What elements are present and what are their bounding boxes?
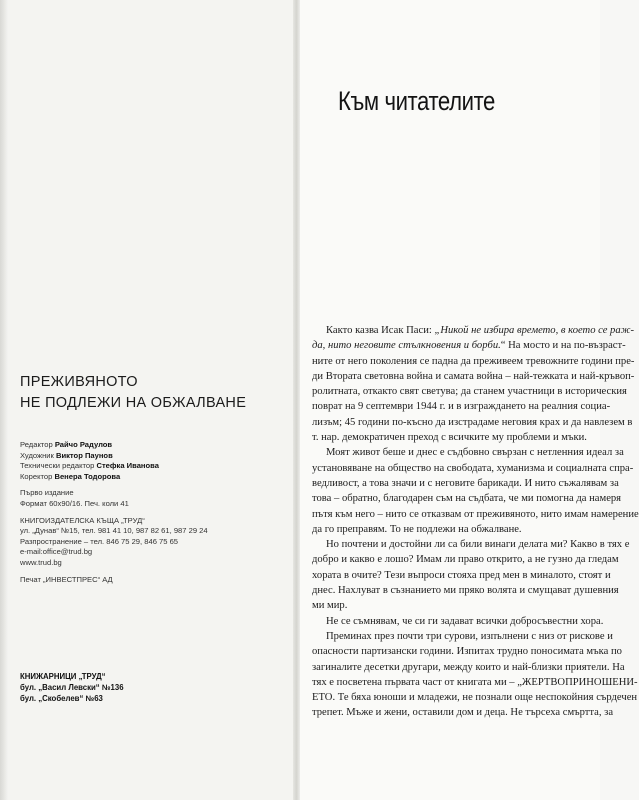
preface-text xyxy=(312,323,639,721)
text-line: ЕТО. Те бяха юноши и младежи, не познали още неспокойния сърдечен xyxy=(312,692,638,704)
text-line: тях е посветена първата част от книгата ми – „ЖЕРТВОПРИНОШЕНИ- xyxy=(312,676,638,688)
bookshops-title: КНИЖАРНИЦИ „ТРУД“ xyxy=(20,672,106,681)
text-line: опасности партизански години. Изпитах трудно поносимата мъка по xyxy=(312,646,622,658)
format-note: Формат 60х90/16. Печ. коли 41 xyxy=(20,498,129,508)
text-line: трепет. Мъже и жени, оставили дом и деца. Не търсеха смъртта, за xyxy=(312,707,614,719)
text-line: ните от него поколения се падна да преживеем тревожните години пре- xyxy=(312,355,635,367)
left-page xyxy=(0,0,293,800)
credit-proofreader: Коректор Венера Тодорова xyxy=(20,471,121,481)
book-title-line-2: НЕ ПОДЛЕЖИ НА ОБЖАЛВАНЕ xyxy=(20,395,247,411)
chapter-heading: Към читателите xyxy=(338,86,495,116)
text-line: лизъм; 45 години по-късно да изстрадаме неговия крах и да навлезем в xyxy=(312,416,633,428)
text-line: ми мир. xyxy=(312,600,348,612)
text-line: ведливост, а това значи и с неговите барикади. И нито съжалявам за xyxy=(312,477,619,489)
text-line: поврат на 9 септември 1944 г. и в изграждането на реалния социа- xyxy=(312,401,611,413)
text-line: Моят живот беше и днес е съдбовно свързан с нетленния идеал за xyxy=(326,447,624,459)
text-line: Преминах през почти три сурови, изпълнени с низ от рискове и xyxy=(326,630,613,642)
bookshop-address-1: бул. „Васил Левски“ №136 xyxy=(20,683,124,692)
publisher-name: КНИГОИЗДАТЕЛСКА КЪЩА „ТРУД“ xyxy=(20,515,145,525)
edition-note: Първо издание xyxy=(20,488,74,498)
text-line: добро и какво е лошо? Имам ли право открито, а не гузно да гледам xyxy=(312,554,619,566)
credit-editor: Редактор Райчо Радулов xyxy=(20,440,113,449)
credit-tech-editor: Технически редактор Стефка Иванова xyxy=(20,461,159,471)
book-title-line-1: ПРЕЖИВЯНОТО xyxy=(20,374,138,390)
text-line: това – обратно, благодарен съм на съдбата, че ми помогна да намеря xyxy=(312,493,622,505)
credit-artist: Художник Виктор Паунов xyxy=(20,450,113,460)
text-line: Но почтени и достойни ли са били винаги делата ми? Какво в тях е xyxy=(326,539,630,551)
text-line: загиналите десетки другари, между които и най-близки приятели. На xyxy=(312,661,625,673)
distribution-phone: Разпространение – тел. 846 75 29, 846 75 65 xyxy=(20,536,179,546)
publisher-address: ул. „Дунав“ №15, тел. 981 41 10, 987 82 61, 987 29 24 xyxy=(20,526,208,536)
text-line: днес. Нахлуват в съзнанието ми пряко волята и смущават душевния xyxy=(312,585,619,597)
bookshop-address-2: бул. „Скобелев“ №63 xyxy=(20,694,103,703)
text-line: хората в очите? Тези въпроси стояха пред мен в миналото, стоят и xyxy=(312,569,611,581)
text-line: Както казва Исак Паси: „Никой не избира времето, в което се раж- xyxy=(326,325,635,336)
bookshops-block xyxy=(20,671,280,704)
left-page-edge xyxy=(0,0,8,800)
publisher-email: e-mail:office@trud.bg xyxy=(20,547,93,557)
text-line: Не се съмнявам, че си ги задават всички добросъвестни хора. xyxy=(326,615,604,627)
text-line: да го преправям. То не подлежи на обжалване. xyxy=(312,523,522,535)
text-line: ролитната, откакто свят светува; да станем участници в историческия xyxy=(312,386,627,398)
printer-note: Печат „ИНВЕСТПРЕС“ АД xyxy=(20,574,113,584)
book-title xyxy=(20,372,280,414)
publisher-website: www.trud.bg xyxy=(20,557,62,567)
text-line: ди Втората световна война и самата война – най-тежката и най-кръвоп- xyxy=(312,370,635,382)
text-line: установяване на общество на свободата, хуманизма и социалната спра- xyxy=(312,462,634,474)
text-line: пътя към него – нито се отказвам от преживяното, нито имам намерение xyxy=(312,508,639,520)
book-gutter xyxy=(293,0,300,800)
imprint-block xyxy=(20,440,280,585)
text-line: да, нито неговите стълкновения и борби.“ На мосто и на по-възраст- xyxy=(312,340,626,352)
text-line: т. нар. демократичен преход с всичките му проблеми и мъки. xyxy=(312,432,587,444)
